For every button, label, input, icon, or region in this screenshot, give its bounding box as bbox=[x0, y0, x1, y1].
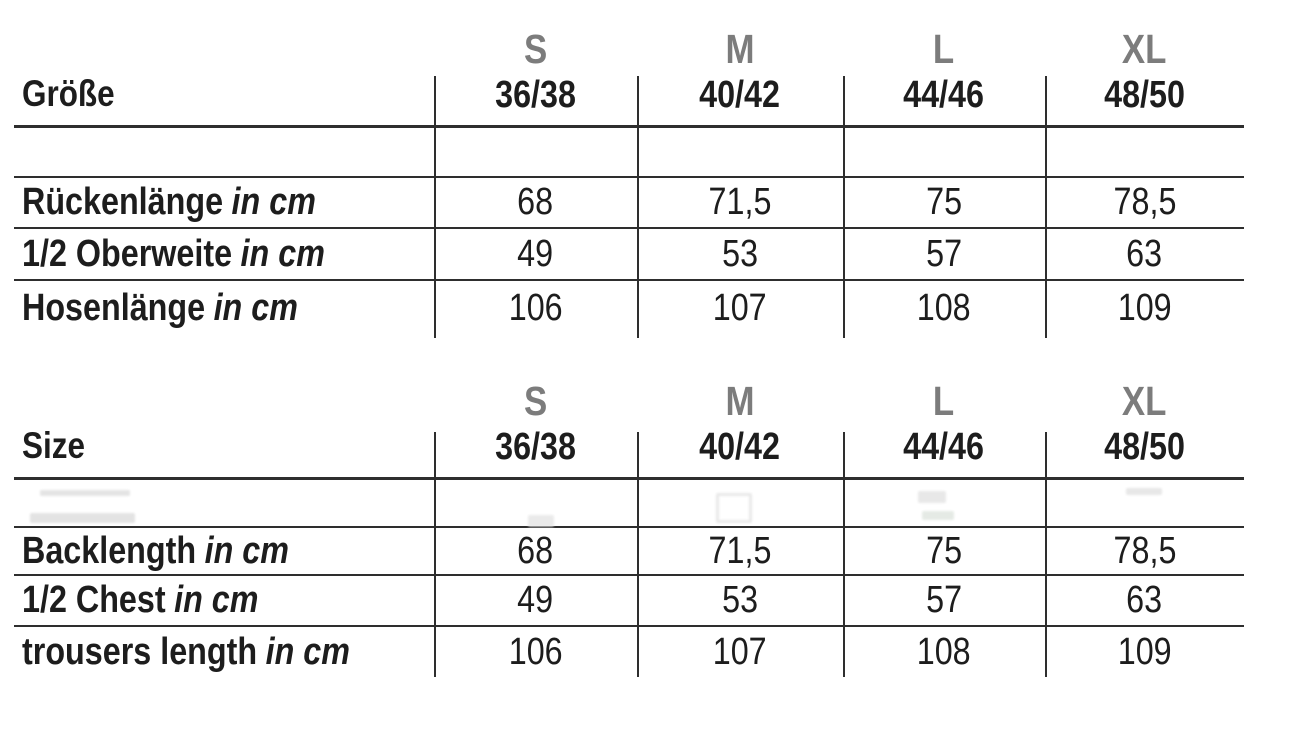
row-label: 1/2 Chest bbox=[22, 579, 166, 621]
column-divider bbox=[434, 432, 436, 677]
size-letter: L bbox=[933, 378, 955, 425]
cell-value: 78,5 bbox=[1113, 181, 1176, 223]
column-header-l bbox=[843, 26, 1045, 125]
cell-value: 106 bbox=[508, 630, 563, 673]
cell-value: 75 bbox=[926, 529, 962, 572]
erased-text-artifact bbox=[922, 511, 954, 520]
row-label: trousers length bbox=[22, 630, 258, 673]
size-range: 48/50 bbox=[1104, 74, 1185, 116]
column-divider bbox=[1045, 432, 1047, 677]
row-unit: in cm bbox=[174, 579, 259, 621]
erased-text-artifact bbox=[1126, 488, 1162, 495]
header-label-groesse bbox=[14, 73, 434, 125]
size-range: 48/50 bbox=[1104, 426, 1185, 468]
erased-text-artifact bbox=[528, 515, 554, 527]
table-row-trousers-length bbox=[14, 627, 1244, 677]
column-header-xl bbox=[1045, 26, 1244, 125]
column-divider bbox=[843, 76, 845, 338]
table-header-row bbox=[14, 26, 1244, 128]
size-letter: XL bbox=[1122, 378, 1167, 425]
cell-value: 63 bbox=[1126, 232, 1163, 275]
column-divider bbox=[1045, 76, 1047, 338]
cell-value: 49 bbox=[517, 232, 554, 275]
cell-value: 71,5 bbox=[708, 181, 772, 223]
column-divider bbox=[637, 76, 639, 338]
column-header-m bbox=[637, 378, 843, 477]
row-label: Backlength bbox=[22, 529, 197, 572]
cell-value: 108 bbox=[917, 287, 971, 329]
size-letter: XL bbox=[1122, 26, 1167, 73]
empty-spacer-row bbox=[14, 128, 1244, 178]
size-table-english bbox=[14, 378, 1244, 677]
row-unit: in cm bbox=[213, 287, 298, 329]
row-label: Rückenlänge bbox=[22, 181, 224, 223]
erased-text-artifact bbox=[40, 490, 130, 496]
cell-value: 71,5 bbox=[708, 529, 772, 572]
size-letter: S bbox=[523, 378, 548, 425]
column-header-s bbox=[434, 26, 637, 125]
cell-value: 75 bbox=[926, 181, 962, 223]
column-header-l bbox=[843, 378, 1045, 477]
cell-value: 109 bbox=[1117, 287, 1172, 329]
row-unit: in cm bbox=[204, 529, 289, 572]
row-unit: in cm bbox=[265, 630, 350, 673]
column-header-s bbox=[434, 378, 637, 477]
column-divider bbox=[434, 76, 436, 338]
table-row-rueckenlaenge bbox=[14, 178, 1244, 229]
column-header-m bbox=[637, 26, 843, 125]
table-row-hosenlaenge bbox=[14, 281, 1244, 336]
row-label: Hosenlänge bbox=[22, 287, 206, 329]
cell-value: 68 bbox=[517, 529, 554, 572]
column-header-xl bbox=[1045, 378, 1244, 477]
size-range: 40/42 bbox=[699, 74, 781, 116]
cell-value: 53 bbox=[722, 579, 758, 621]
size-range: 36/38 bbox=[495, 426, 576, 468]
size-range: 44/46 bbox=[903, 426, 985, 468]
size-range: 40/42 bbox=[699, 426, 781, 468]
row-label: 1/2 Oberweite bbox=[22, 232, 233, 275]
table-row-chest bbox=[14, 576, 1244, 627]
size-table-german bbox=[14, 26, 1244, 336]
cell-value: 49 bbox=[517, 579, 554, 621]
table-header-row bbox=[14, 378, 1244, 480]
column-divider bbox=[637, 432, 639, 677]
cell-value: 107 bbox=[713, 287, 767, 329]
cell-value: 68 bbox=[517, 181, 554, 223]
size-letter: S bbox=[523, 26, 548, 73]
header-label-text: Größe bbox=[22, 73, 115, 114]
cell-value: 53 bbox=[722, 232, 758, 275]
erased-text-artifact bbox=[918, 491, 946, 503]
size-range: 36/38 bbox=[495, 74, 576, 116]
row-unit: in cm bbox=[231, 181, 316, 223]
size-letter: M bbox=[725, 26, 755, 73]
table-row-backlength bbox=[14, 528, 1244, 576]
header-label-text: Size bbox=[22, 425, 85, 466]
cell-value: 63 bbox=[1126, 579, 1163, 621]
size-letter: M bbox=[725, 378, 755, 425]
cell-value: 106 bbox=[508, 287, 563, 329]
cell-value: 57 bbox=[926, 232, 962, 275]
header-label-size bbox=[14, 425, 434, 477]
cell-value: 107 bbox=[713, 630, 767, 673]
row-unit: in cm bbox=[240, 232, 325, 275]
size-range: 44/46 bbox=[903, 74, 985, 116]
erased-text-artifact bbox=[716, 493, 752, 523]
empty-spacer-row bbox=[14, 480, 1244, 528]
cell-value: 108 bbox=[917, 630, 971, 673]
cell-value: 78,5 bbox=[1113, 529, 1176, 572]
cell-value: 109 bbox=[1117, 630, 1172, 673]
erased-text-artifact bbox=[30, 513, 135, 523]
table-row-oberweite bbox=[14, 229, 1244, 281]
cell-value: 57 bbox=[926, 579, 962, 621]
column-divider bbox=[843, 432, 845, 677]
size-letter: L bbox=[933, 26, 955, 73]
